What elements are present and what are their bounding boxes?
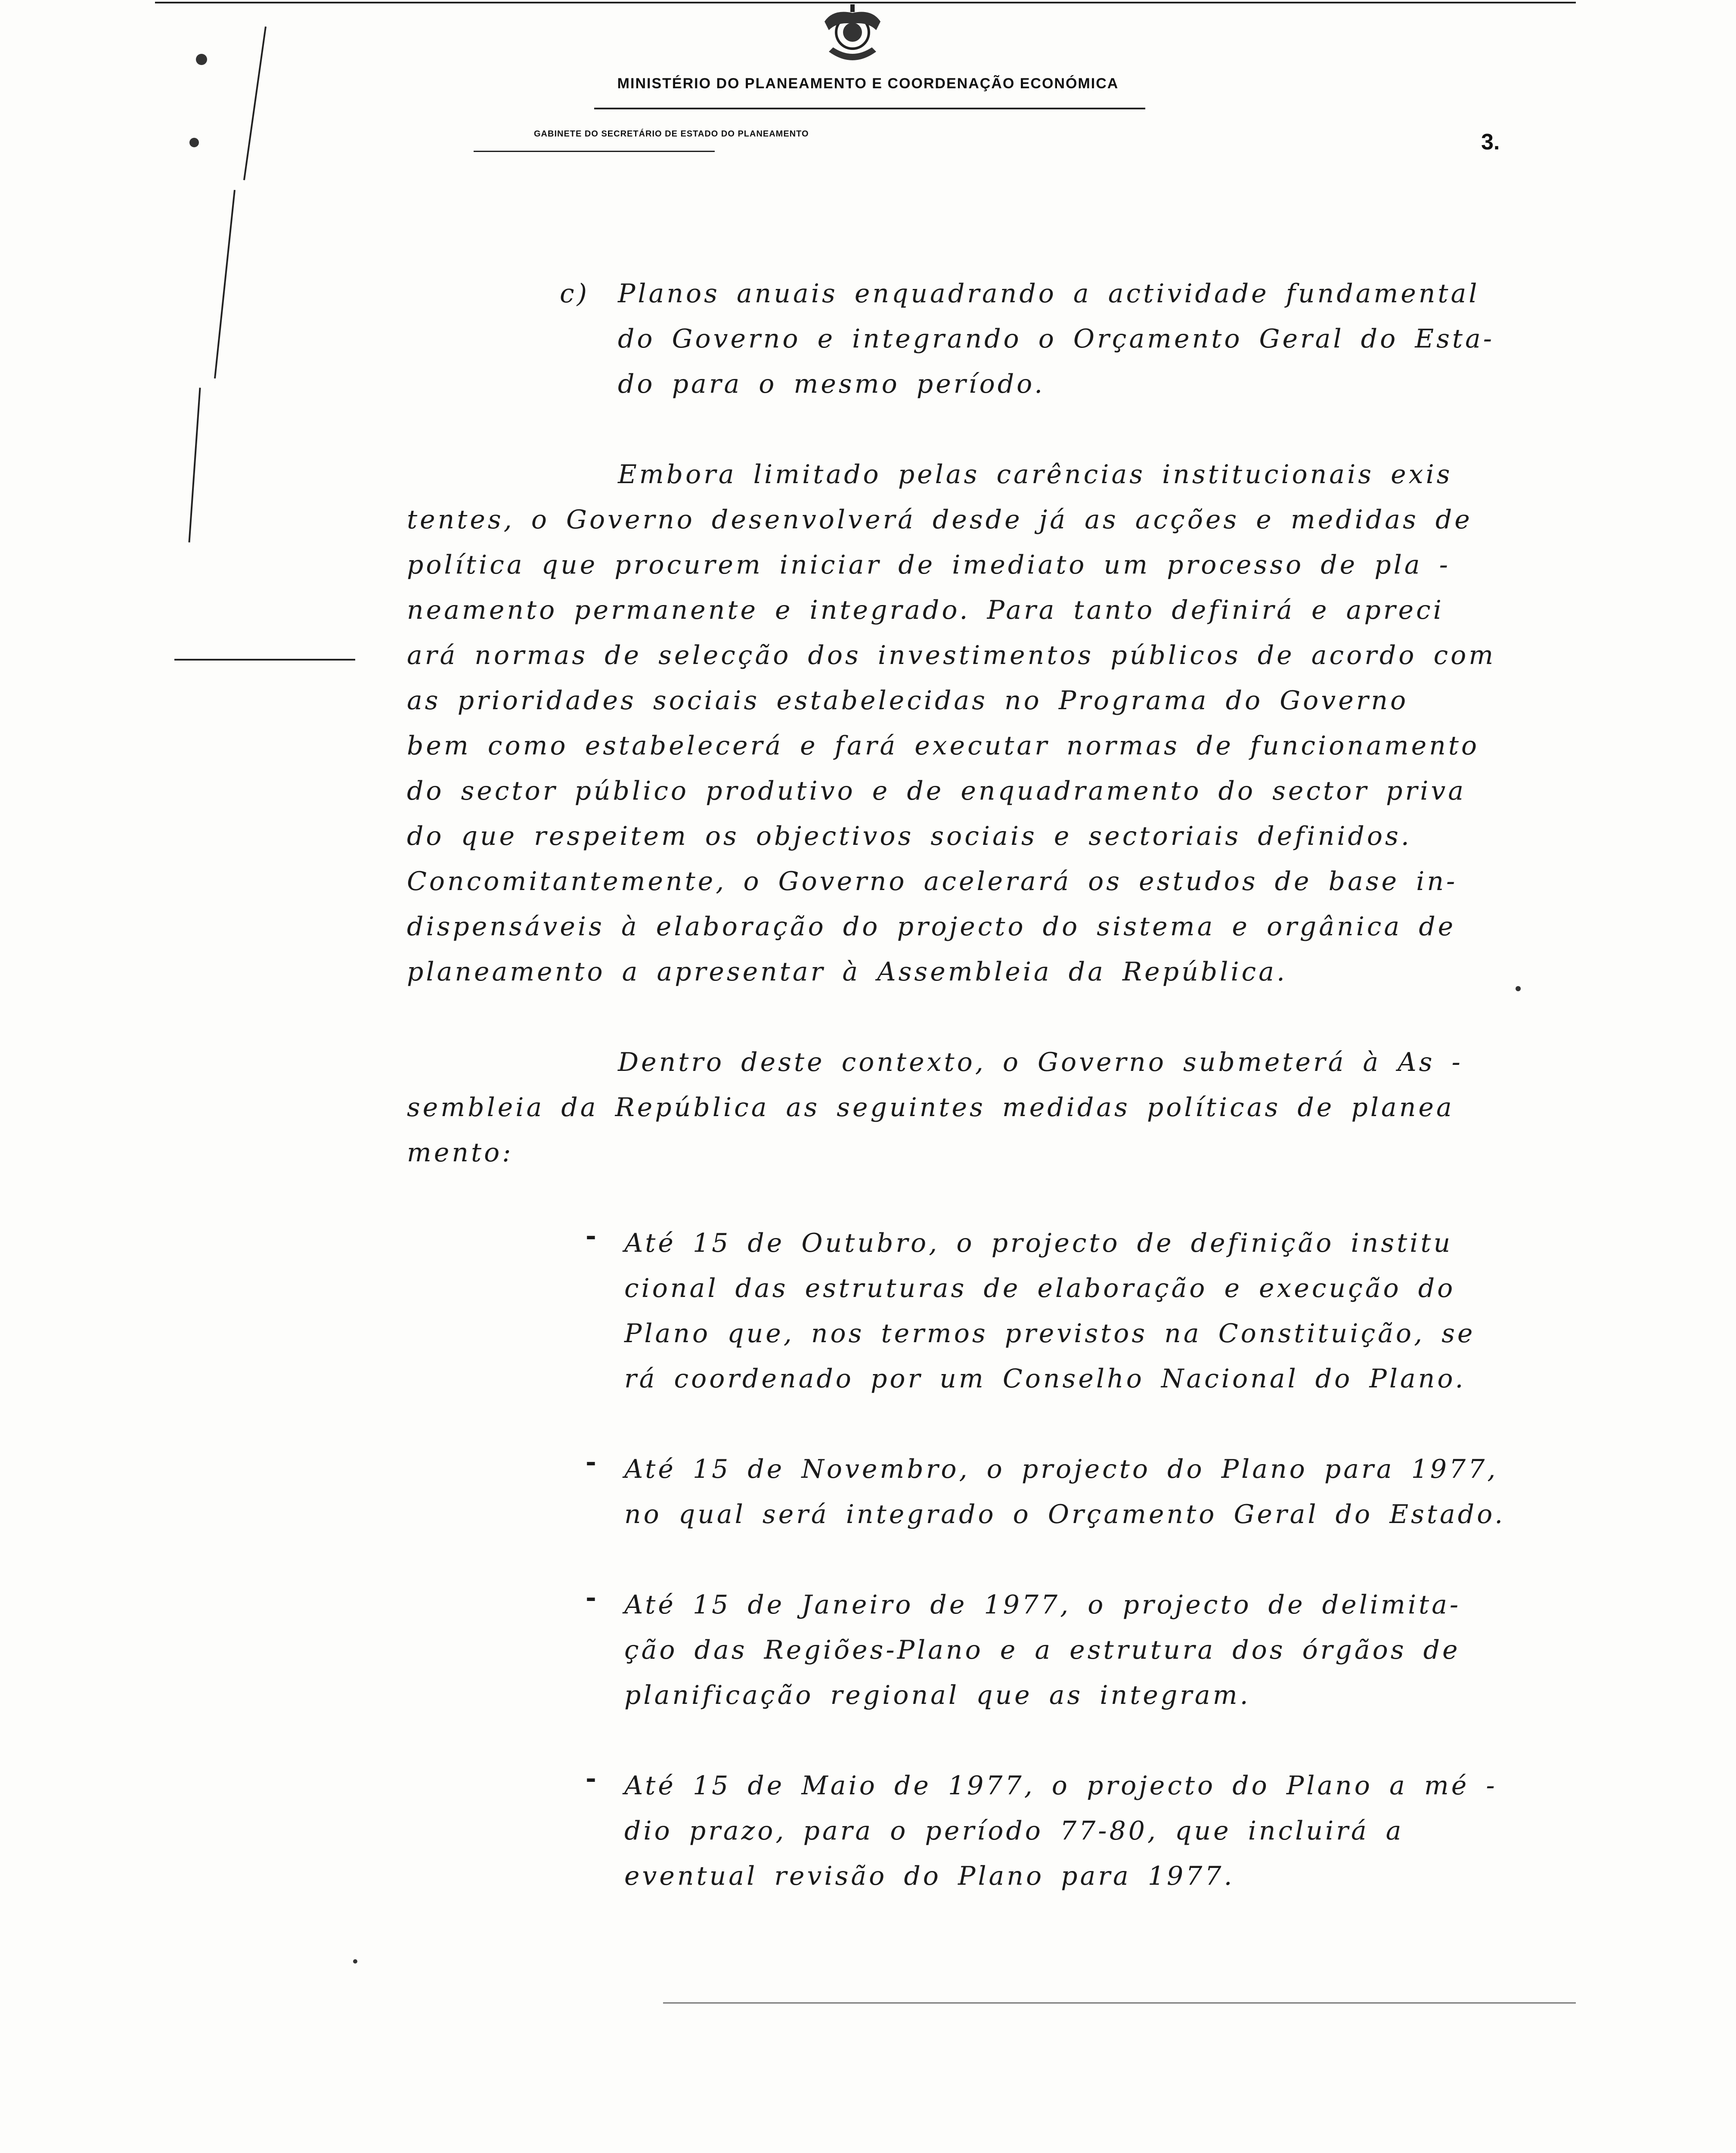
paragraph-line: ará normas de selecção dos investimentos públicos de acordo com	[407, 640, 1496, 670]
paragraph-line: do sector público produtivo e de enquadramento do sector priva	[407, 776, 1466, 806]
margin-line	[474, 151, 715, 152]
measure-line: no qual será integrado o Orçamento Geral do Estado.	[624, 1499, 1506, 1529]
paragraph-line: tentes, o Governo desenvolverá desde já as acções e medidas de	[407, 505, 1472, 535]
measure-line: dio prazo, para o período 77-80, que incluirá a	[624, 1816, 1404, 1846]
measure-dash: -	[586, 1221, 596, 1251]
margin-line	[594, 108, 1145, 109]
measure-line: planificação regional que as integram.	[624, 1680, 1251, 1710]
item-c-line: Planos anuais enquadrando a actividade fundamental	[618, 279, 1480, 309]
margin-line	[188, 388, 201, 542]
paragraph-line: planeamento a apresentar à Assembleia da República.	[407, 957, 1287, 987]
measure-line: ção das Regiões-Plano e a estrutura dos órgãos de	[624, 1635, 1460, 1665]
measure-dash: -	[586, 1582, 596, 1613]
paragraph-line: do que respeitem os objectivos sociais e sectoriais definidos.	[407, 821, 1412, 851]
item-c-marker: c)	[560, 279, 590, 309]
paragraph-line: Embora limitado pelas carências institucionais exis	[618, 459, 1453, 490]
measure-line: rá coordenado por um Conselho Nacional do Plano.	[624, 1364, 1466, 1394]
measure-line: Até 15 de Janeiro de 1977, o projecto de delimita-	[624, 1590, 1461, 1620]
margin-line	[243, 26, 267, 180]
measure-dash: -	[586, 1763, 596, 1793]
item-c-line: do Governo e integrando o Orçamento Geral do Esta-	[618, 324, 1495, 354]
measure-dash: -	[586, 1447, 596, 1477]
measure-line: Plano que, nos termos previstos na Constituição, se	[624, 1318, 1476, 1349]
top-border-rule	[155, 2, 1576, 3]
margin-line	[174, 659, 355, 661]
page-number: 3.	[1481, 130, 1500, 155]
paragraph-line: dispensáveis à elaboração do projecto do sistema e orgânica de	[407, 912, 1456, 942]
ministry-header: MINISTÉRIO DO PLANEAMENTO E COORDENAÇÃO ECONÓMICA	[617, 75, 1119, 92]
paragraph-line: política que procurem iniciar de imediato um processo de pla -	[407, 550, 1451, 580]
item-c-line: do para o mesmo período.	[618, 369, 1045, 399]
measure-line: cional das estruturas de elaboração e execução do	[624, 1273, 1456, 1303]
paragraph-line: bem como estabelecerá e fará executar normas de funcionamento	[407, 731, 1480, 761]
margin-line	[214, 190, 236, 378]
paragraph-line: Concomitantemente, o Governo acelerará os estudos de base in-	[407, 866, 1458, 897]
measure-line: Até 15 de Maio de 1977, o projecto do Plano a mé -	[624, 1771, 1497, 1801]
measure-line: Até 15 de Outubro, o projecto de definição institu	[624, 1228, 1453, 1258]
scan-speck	[1516, 986, 1521, 991]
scan-speck	[353, 1959, 357, 1964]
bottom-rule	[663, 2002, 1576, 2004]
paragraph-line: sembleia da República as seguintes medidas políticas de planea	[407, 1092, 1454, 1123]
paragraph-line: Dentro deste contexto, o Governo submeterá à As -	[618, 1047, 1463, 1077]
paragraph-line: mento:	[407, 1138, 514, 1168]
punch-hole-speck	[196, 54, 207, 65]
measure-line: eventual revisão do Plano para 1977.	[624, 1861, 1235, 1891]
office-subheader: GABINETE DO SECRETÁRIO DE ESTADO DO PLANEAMENTO	[534, 129, 809, 139]
measure-line: Até 15 de Novembro, o projecto do Plano para 1977,	[624, 1454, 1498, 1484]
paragraph-line: neamento permanente e integrado. Para tanto definirá e apreci	[407, 595, 1444, 625]
punch-hole-speck	[189, 138, 199, 147]
paragraph-line: as prioridades sociais estabelecidas no Programa do Governo	[407, 686, 1409, 716]
coat-of-arms-emblem	[816, 4, 889, 69]
